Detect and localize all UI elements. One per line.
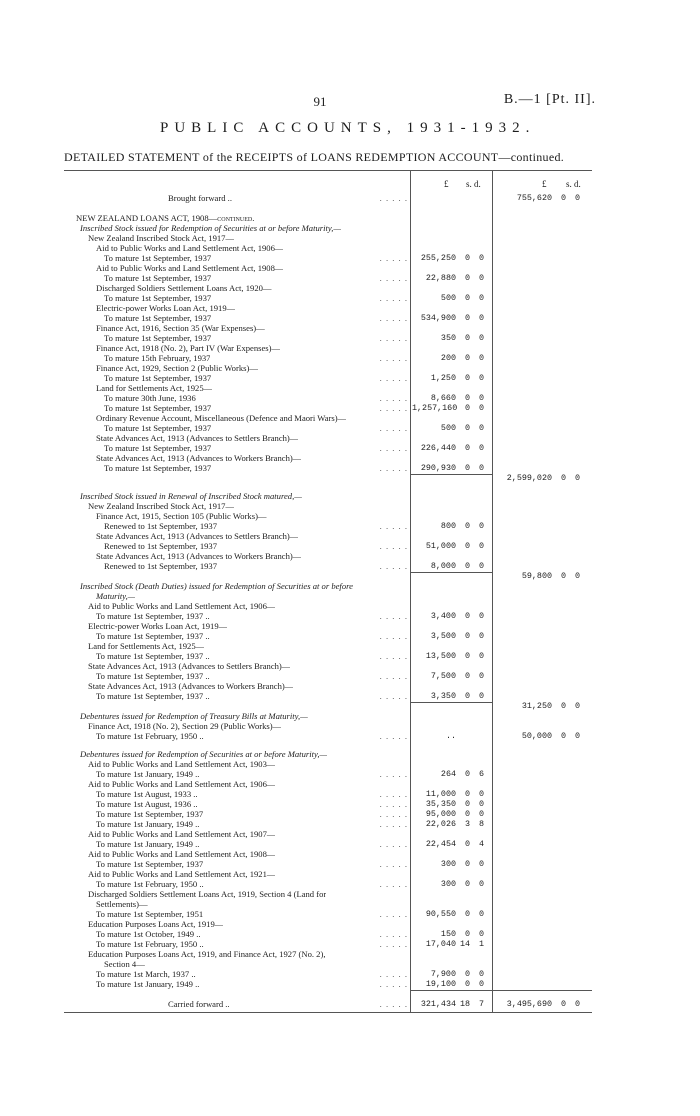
pounds-value: 200 bbox=[440, 353, 456, 363]
dot-leader: . . . . . bbox=[379, 423, 408, 433]
row-label: To mature 1st August, 1936 .. bbox=[96, 799, 198, 809]
row-label: New Zealand Inscribed Stock Act, 1917— bbox=[88, 501, 235, 511]
dot-leader: . . . . . bbox=[379, 253, 408, 263]
row-label: State Advances Act, 1913 (Advances to Settlers Branch)— bbox=[88, 661, 291, 671]
row-label: To mature 1st September, 1937 .. bbox=[96, 631, 210, 641]
subtotal-rule-4 bbox=[410, 990, 492, 991]
pence-value: 0 bbox=[478, 423, 484, 433]
pence-value: 0 bbox=[574, 701, 580, 711]
col2-pounds-header: £ bbox=[542, 179, 547, 189]
row-label: Aid to Public Works and Land Settlement Act, 1906— bbox=[88, 601, 276, 611]
row-label: To mature 15th February, 1937 bbox=[104, 353, 211, 363]
pence-value: 0 bbox=[478, 879, 484, 889]
pence-value: 0 bbox=[478, 969, 484, 979]
row-label: Inscribed Stock issued in Renewal of Inscribed Stock matured,— bbox=[80, 491, 302, 501]
col2-sd-header: s. d. bbox=[566, 179, 581, 189]
pence-value: 1 bbox=[478, 939, 484, 949]
row-label: To mature 1st September, 1937 bbox=[96, 809, 204, 819]
shillings-value: 0 bbox=[464, 541, 470, 551]
shillings-value: 0 bbox=[464, 611, 470, 621]
pence-value: 6 bbox=[478, 769, 484, 779]
pounds-value: 22,454 bbox=[425, 839, 456, 849]
row-label: Aid to Public Works and Land Settlement Act, 1908— bbox=[88, 849, 276, 859]
row-label: Discharged Soldiers Settlement Loans Act, 1920— bbox=[96, 283, 272, 293]
row-label: To mature 1st February, 1950 .. bbox=[96, 879, 204, 889]
row-label: To mature 1st September, 1937 bbox=[104, 253, 212, 263]
row-label: To mature 1st January, 1949 .. bbox=[96, 819, 200, 829]
pounds-value: .. bbox=[445, 731, 456, 741]
shillings-value: 0 bbox=[464, 293, 470, 303]
column-header-row bbox=[0, 178, 700, 190]
row-label: To mature 1st March, 1937 .. bbox=[96, 969, 196, 979]
row-label: To mature 1st September, 1937 bbox=[96, 859, 204, 869]
pence-value: 0 bbox=[478, 443, 484, 453]
pounds-value: 300 bbox=[440, 859, 456, 869]
pence-value: 0 bbox=[478, 373, 484, 383]
dot-leader: . . . . . bbox=[379, 979, 408, 989]
row-label: Land for Settlements Act, 1925— bbox=[96, 383, 213, 393]
total-cell bbox=[494, 192, 590, 204]
shillings-value: 0 bbox=[464, 909, 470, 919]
pounds-value: 8,000 bbox=[430, 561, 456, 571]
pence-value: 0 bbox=[478, 789, 484, 799]
pence-value: 0 bbox=[478, 799, 484, 809]
row-label: To mature 1st September, 1937 bbox=[104, 293, 212, 303]
pence-value: 0 bbox=[478, 671, 484, 681]
row-label: Finance Act, 1916, Section 35 (War Expenses)— bbox=[96, 323, 265, 333]
row-label: To mature 1st September, 1937 .. bbox=[96, 671, 210, 681]
dot-leader: . . . . . bbox=[379, 969, 408, 979]
pence-value: 0 bbox=[478, 521, 484, 531]
table-row bbox=[0, 998, 700, 1010]
row-label: Education Purposes Loans Act, 1919— bbox=[88, 919, 224, 929]
pence-value: 0 bbox=[574, 731, 580, 741]
row-label: Electric-power Works Loan Act, 1919— bbox=[96, 303, 236, 313]
amount-cell bbox=[412, 998, 491, 1010]
row-label: To mature 1st September, 1951 bbox=[96, 909, 204, 919]
row-label: Renewed to 1st September, 1937 bbox=[104, 521, 218, 531]
pounds-value: 755,620 bbox=[516, 193, 552, 203]
shillings-value: 0 bbox=[464, 313, 470, 323]
shillings-value: 0 bbox=[464, 631, 470, 641]
dot-leader: . . . . . bbox=[379, 839, 408, 849]
row-label: To mature 1st February, 1950 .. bbox=[96, 939, 204, 949]
shillings-value: 0 bbox=[464, 691, 470, 701]
row-label: State Advances Act, 1913 (Advances to Settlers Branch)— bbox=[96, 433, 299, 443]
total-cell bbox=[494, 998, 590, 1010]
pounds-value: 290,930 bbox=[420, 463, 456, 473]
row-label: Finance Act, 1915, Section 105 (Public Works)— bbox=[96, 511, 267, 521]
pounds-value: 255,250 bbox=[420, 253, 456, 263]
shillings-value: 0 bbox=[464, 799, 470, 809]
pence-value: 0 bbox=[478, 541, 484, 551]
row-label: NEW ZEALAND LOANS ACT, 1908—continued. bbox=[76, 213, 255, 223]
dot-leader: . . . . . bbox=[379, 929, 408, 939]
pounds-value: 1,257,160 bbox=[412, 403, 458, 413]
pence-value: 0 bbox=[478, 393, 484, 403]
row-label: Section 4— bbox=[104, 959, 145, 969]
pounds-value: 22,026 bbox=[425, 819, 456, 829]
row-label: Education Purposes Loans Act, 1919, and Finance Act, 1927 (No. 2), bbox=[88, 949, 326, 959]
dot-leader: . . . . . bbox=[379, 651, 408, 661]
dot-leader: . . . . . bbox=[379, 691, 408, 701]
amount-cell bbox=[412, 978, 491, 990]
shillings-value: 0 bbox=[464, 353, 470, 363]
dot-leader: . . . . . bbox=[379, 273, 408, 283]
pounds-value: 35,350 bbox=[425, 799, 456, 809]
row-label: To mature 1st February, 1950 .. bbox=[96, 731, 204, 741]
dot-leader: . . . . . bbox=[379, 373, 408, 383]
dot-leader: . . . . . bbox=[379, 193, 408, 203]
dot-leader: . . . . . bbox=[379, 789, 408, 799]
shillings-value: 0 bbox=[464, 403, 470, 413]
dot-leader: . . . . . bbox=[379, 859, 408, 869]
pence-value: 0 bbox=[478, 859, 484, 869]
pounds-value: 3,400 bbox=[430, 611, 456, 621]
dot-leader: . . . . . bbox=[379, 313, 408, 323]
shillings-value: 0 bbox=[464, 333, 470, 343]
pounds-value: 3,350 bbox=[430, 691, 456, 701]
pounds-value: 59,800 bbox=[521, 571, 552, 581]
shillings-value: 0 bbox=[464, 521, 470, 531]
row-label: Discharged Soldiers Settlement Loans Act, 1919, Section 4 (Land for bbox=[88, 889, 327, 899]
row-label: To mature 30th June, 1936 bbox=[104, 393, 196, 403]
pounds-value: 800 bbox=[440, 521, 456, 531]
row-label: Aid to Public Works and Land Settlement Act, 1921— bbox=[88, 869, 276, 879]
pounds-value: 500 bbox=[440, 423, 456, 433]
row-label: Aid to Public Works and Land Settlement Act, 1903— bbox=[88, 759, 276, 769]
pence-value: 0 bbox=[478, 333, 484, 343]
row-label: Carried forward .. bbox=[168, 999, 230, 1009]
pence-value: 0 bbox=[478, 293, 484, 303]
shillings-value: 0 bbox=[464, 879, 470, 889]
row-label: To mature 1st September, 1937 bbox=[104, 333, 212, 343]
dot-leader: . . . . . bbox=[379, 939, 408, 949]
pounds-value: 3,500 bbox=[430, 631, 456, 641]
col1-sd-header: s. d. bbox=[466, 179, 481, 189]
shillings-value: 0 bbox=[464, 373, 470, 383]
dot-leader: . . . . . bbox=[379, 293, 408, 303]
dot-leader: . . . . . bbox=[379, 879, 408, 889]
shillings-value: 0 bbox=[560, 571, 566, 581]
table-row bbox=[0, 730, 700, 742]
subtotal-rule-5 bbox=[492, 990, 592, 991]
row-label: Aid to Public Works and Land Settlement Act, 1907— bbox=[88, 829, 276, 839]
row-label: Maturity,— bbox=[96, 591, 136, 601]
statement-subtitle: DETAILED STATEMENT of the RECEIPTS of LOANS REDEMPTION ACCOUNT—continued. bbox=[64, 150, 565, 164]
pounds-value: 350 bbox=[440, 333, 456, 343]
pence-value: 0 bbox=[478, 313, 484, 323]
dot-leader: . . . . . bbox=[379, 443, 408, 453]
row-label: Inscribed Stock (Death Duties) issued for Redemption of Securities at or before bbox=[80, 581, 353, 591]
shillings-value: 0 bbox=[464, 253, 470, 263]
pounds-value: 300 bbox=[440, 879, 456, 889]
pence-value: 0 bbox=[478, 929, 484, 939]
row-label: State Advances Act, 1913 (Advances to Workers Branch)— bbox=[88, 681, 294, 691]
pounds-value: 51,000 bbox=[425, 541, 456, 551]
pence-value: 0 bbox=[478, 403, 484, 413]
document-reference: B.—1 [Pt. II]. bbox=[503, 92, 596, 107]
pence-value: 0 bbox=[574, 999, 580, 1009]
dot-leader: . . . . . bbox=[379, 799, 408, 809]
pence-value: 0 bbox=[478, 651, 484, 661]
table-bottom-rule bbox=[64, 1012, 592, 1013]
pounds-value: 95,000 bbox=[425, 809, 456, 819]
pence-value: 0 bbox=[574, 571, 580, 581]
pence-value: 0 bbox=[574, 473, 580, 483]
table-row bbox=[0, 472, 700, 484]
pounds-value: 7,900 bbox=[430, 969, 456, 979]
row-label: To mature 1st September, 1937 bbox=[104, 423, 212, 433]
shillings-value: 0 bbox=[464, 671, 470, 681]
pounds-value: 13,500 bbox=[425, 651, 456, 661]
pence-value: 7 bbox=[478, 999, 484, 1009]
pounds-value: 264 bbox=[440, 769, 456, 779]
row-label: Aid to Public Works and Land Settlement Act, 1906— bbox=[88, 779, 276, 789]
shillings-value: 0 bbox=[464, 769, 470, 779]
shillings-value: 0 bbox=[560, 473, 566, 483]
row-label: To mature 1st September, 1937 bbox=[104, 463, 212, 473]
dot-leader: . . . . . bbox=[379, 463, 408, 473]
pounds-value: 1,250 bbox=[430, 373, 456, 383]
row-label: Ordinary Revenue Account, Miscellaneous (Defence and Maori Wars)— bbox=[96, 413, 347, 423]
row-label: Aid to Public Works and Land Settlement Act, 1906— bbox=[96, 243, 284, 253]
shillings-value: 0 bbox=[464, 273, 470, 283]
pence-value: 0 bbox=[574, 193, 580, 203]
row-label: Electric-power Works Loan Act, 1919— bbox=[88, 621, 228, 631]
shillings-value: 0 bbox=[464, 423, 470, 433]
dot-leader: . . . . . bbox=[379, 611, 408, 621]
row-label: Finance Act, 1918 (No. 2), Section 29 (Public Works)— bbox=[88, 721, 282, 731]
shillings-value: 0 bbox=[560, 999, 566, 1009]
dot-leader: . . . . . bbox=[379, 809, 408, 819]
dot-leader: . . . . . bbox=[379, 909, 408, 919]
pence-value: 0 bbox=[478, 253, 484, 263]
row-label: To mature 1st September, 1937 bbox=[104, 273, 212, 283]
dot-leader: . . . . . bbox=[379, 819, 408, 829]
row-label: Debentures issued for Redemption of Treasury Bills at Maturity,— bbox=[80, 711, 308, 721]
shillings-value: 0 bbox=[560, 193, 566, 203]
pounds-value: 150 bbox=[440, 929, 456, 939]
row-label: To mature 1st January, 1949 .. bbox=[96, 979, 200, 989]
pence-value: 0 bbox=[478, 273, 484, 283]
row-label: Renewed to 1st September, 1937 bbox=[104, 541, 218, 551]
dot-leader: . . . . . bbox=[379, 393, 408, 403]
pounds-value: 321,434 bbox=[420, 999, 456, 1009]
dot-leader: . . . . . bbox=[379, 671, 408, 681]
row-label: Renewed to 1st September, 1937 bbox=[104, 561, 218, 571]
pence-value: 4 bbox=[478, 839, 484, 849]
pence-value: 0 bbox=[478, 909, 484, 919]
row-label: To mature 1st September, 1937 bbox=[104, 313, 212, 323]
row-label: To mature 1st September, 1937 bbox=[104, 403, 212, 413]
dot-leader: . . . . . bbox=[379, 403, 408, 413]
dot-leader: . . . . . bbox=[379, 541, 408, 551]
pounds-value: 90,550 bbox=[425, 909, 456, 919]
pounds-value: 7,500 bbox=[430, 671, 456, 681]
dot-leader: . . . . . bbox=[379, 333, 408, 343]
pence-value: 0 bbox=[478, 979, 484, 989]
dot-leader: . . . . . bbox=[379, 999, 408, 1009]
pence-value: 8 bbox=[478, 819, 484, 829]
pence-value: 0 bbox=[478, 631, 484, 641]
pounds-value: 19,100 bbox=[425, 979, 456, 989]
pence-value: 0 bbox=[478, 561, 484, 571]
col1-pounds-header: £ bbox=[444, 179, 449, 189]
row-label: To mature 1st August, 1933 .. bbox=[96, 789, 198, 799]
pounds-value: 17,040 bbox=[425, 939, 456, 949]
pence-value: 0 bbox=[478, 809, 484, 819]
dot-leader: . . . . . bbox=[379, 353, 408, 363]
shillings-value: 0 bbox=[464, 789, 470, 799]
dot-leader: . . . . . bbox=[379, 769, 408, 779]
pounds-value: 8,660 bbox=[430, 393, 456, 403]
shillings-value: 0 bbox=[464, 979, 470, 989]
pounds-value: 226,440 bbox=[420, 443, 456, 453]
row-label: To mature 1st September, 1937 .. bbox=[96, 611, 210, 621]
shillings-value: 0 bbox=[464, 969, 470, 979]
row-label: To mature 1st September, 1937 bbox=[104, 443, 212, 453]
row-label: Inscribed Stock issued for Redemption of Securities at or before Maturity,— bbox=[80, 223, 342, 233]
shillings-value: 14 bbox=[459, 939, 470, 949]
table-row bbox=[0, 192, 700, 204]
shillings-value: 0 bbox=[464, 809, 470, 819]
row-label: To mature 1st September, 1937 .. bbox=[96, 651, 210, 661]
dot-leader: . . . . . bbox=[379, 731, 408, 741]
pounds-value: 11,000 bbox=[425, 789, 456, 799]
page-title: PUBLIC ACCOUNTS, 1931-1932. bbox=[160, 120, 536, 136]
dot-leader: . . . . . bbox=[379, 561, 408, 571]
total-cell bbox=[494, 472, 590, 484]
pounds-value: 31,250 bbox=[521, 701, 552, 711]
dot-leader: . . . . . bbox=[379, 521, 408, 531]
shillings-value: 0 bbox=[560, 701, 566, 711]
shillings-value: 0 bbox=[464, 929, 470, 939]
shillings-value: 0 bbox=[464, 651, 470, 661]
shillings-value: 18 bbox=[459, 999, 470, 1009]
pence-value: 0 bbox=[478, 463, 484, 473]
pounds-value: 3,495,690 bbox=[506, 999, 552, 1009]
shillings-value: 0 bbox=[464, 463, 470, 473]
row-label: To mature 1st January, 1949 .. bbox=[96, 839, 200, 849]
row-label: Debentures issued for Redemption of Securities at or before Maturity,— bbox=[80, 749, 328, 759]
shillings-value: 0 bbox=[464, 443, 470, 453]
pence-value: 0 bbox=[478, 353, 484, 363]
shillings-value: 0 bbox=[464, 839, 470, 849]
shillings-value: 0 bbox=[464, 859, 470, 869]
shillings-value: 0 bbox=[464, 393, 470, 403]
row-label: Brought forward .. bbox=[168, 193, 232, 203]
row-label: To mature 1st October, 1949 .. bbox=[96, 929, 201, 939]
row-label: Aid to Public Works and Land Settlement Act, 1908— bbox=[96, 263, 284, 273]
shillings-value: 3 bbox=[464, 819, 470, 829]
shillings-value: 0 bbox=[464, 561, 470, 571]
shillings-value: 0 bbox=[560, 731, 566, 741]
row-label: Settlements)— bbox=[96, 899, 148, 909]
row-label: State Advances Act, 1913 (Advances to Settlers Branch)— bbox=[96, 531, 299, 541]
row-label: Finance Act, 1918 (No. 2), Part IV (War Expenses)— bbox=[96, 343, 281, 353]
pounds-value: 2,599,020 bbox=[506, 473, 552, 483]
row-label: Finance Act, 1929, Section 2 (Public Works)— bbox=[96, 363, 258, 373]
row-label: State Advances Act, 1913 (Advances to Workers Branch)— bbox=[96, 551, 302, 561]
pence-value: 0 bbox=[478, 611, 484, 621]
pounds-value: 500 bbox=[440, 293, 456, 303]
pounds-value: 50,000 bbox=[521, 731, 552, 741]
pounds-value: 22,880 bbox=[425, 273, 456, 283]
total-cell bbox=[494, 730, 590, 742]
row-label: To mature 1st September, 1937 bbox=[104, 373, 212, 383]
page-number: 91 bbox=[313, 94, 327, 109]
row-label: To mature 1st January, 1949 .. bbox=[96, 769, 200, 779]
row-label: To mature 1st September, 1937 .. bbox=[96, 691, 210, 701]
amount-cell bbox=[412, 730, 491, 742]
row-label: New Zealand Inscribed Stock Act, 1917— bbox=[88, 233, 235, 243]
table-top-rule bbox=[64, 170, 592, 171]
row-label: Land for Settlements Act, 1925— bbox=[88, 641, 205, 651]
table-row bbox=[0, 978, 700, 990]
pounds-value: 534,900 bbox=[420, 313, 456, 323]
row-label: State Advances Act, 1913 (Advances to Workers Branch)— bbox=[96, 453, 302, 463]
dot-leader: . . . . . bbox=[379, 631, 408, 641]
pence-value: 0 bbox=[478, 691, 484, 701]
